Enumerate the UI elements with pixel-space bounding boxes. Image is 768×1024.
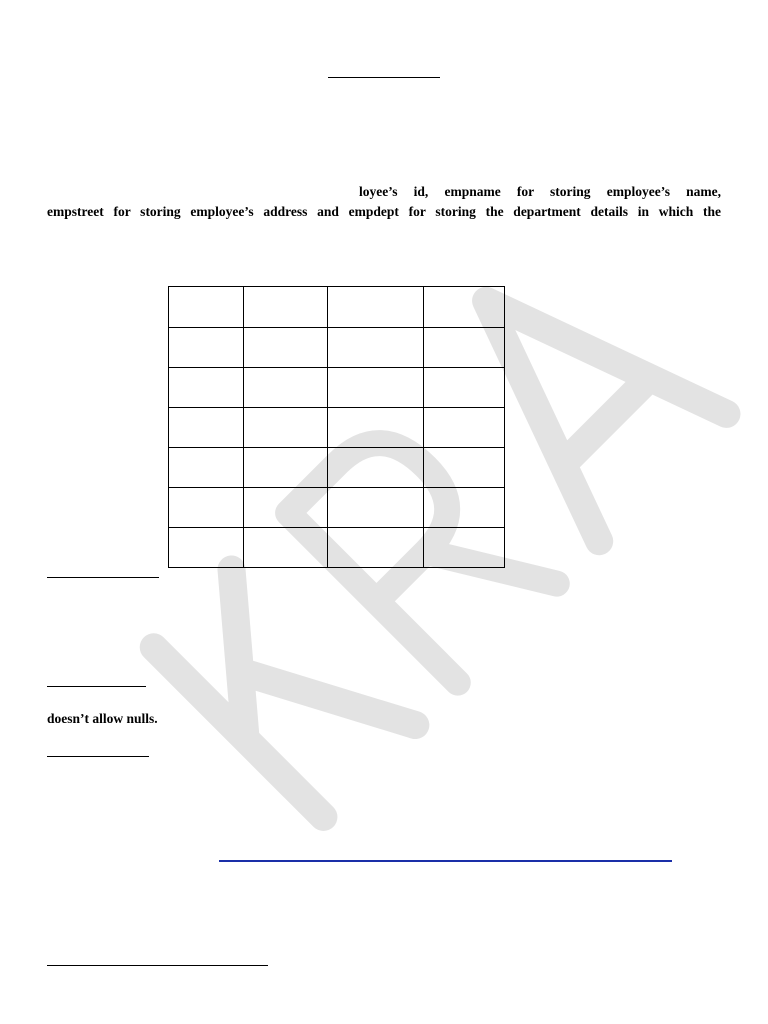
table-cell (244, 488, 328, 528)
section-heading-underline-3 (47, 756, 149, 757)
section-heading-underline-4 (47, 965, 268, 966)
title-underline (328, 77, 440, 78)
table-cell (244, 287, 328, 328)
table-cell (424, 328, 505, 368)
table-cell (328, 448, 424, 488)
table-cell (424, 488, 505, 528)
table-cell (244, 368, 328, 408)
watermark-letter-k (154, 555, 416, 817)
table-cell (328, 328, 424, 368)
table-cell (328, 368, 424, 408)
table-cell (169, 488, 244, 528)
table-row (169, 368, 505, 408)
table-cell (169, 408, 244, 448)
table-row (169, 448, 505, 488)
note-text: doesn’t allow nulls. (47, 711, 158, 726)
table-cell (424, 528, 505, 568)
table-row (169, 408, 505, 448)
table-cell (169, 528, 244, 568)
table-cell (169, 287, 244, 328)
paragraph-line-1: loyee’s id, empname for storing employee’s name, (359, 184, 721, 199)
table-cell (244, 528, 328, 568)
table-cell (328, 528, 424, 568)
table-cell (169, 448, 244, 488)
table-cell (328, 408, 424, 448)
table-row (169, 328, 505, 368)
table-cell (169, 368, 244, 408)
section-heading-underline-1 (47, 577, 159, 578)
table-cell (328, 488, 424, 528)
section-heading-underline-2 (47, 686, 146, 687)
table-cell (424, 408, 505, 448)
table-row (169, 488, 505, 528)
paragraph-line-2: empstreet for storing employee’s address and empdept for storing the department details in which the (47, 204, 721, 219)
table-cell (244, 448, 328, 488)
table-cell (424, 368, 505, 408)
table-cell (169, 328, 244, 368)
table-cell (424, 287, 505, 328)
hyperlink-underline[interactable] (219, 860, 672, 862)
employee-table (168, 286, 505, 568)
table-cell (328, 287, 424, 328)
table-row (169, 528, 505, 568)
table-cell (244, 408, 328, 448)
table-cell (424, 448, 505, 488)
table-cell (244, 328, 328, 368)
table-row (169, 287, 505, 328)
